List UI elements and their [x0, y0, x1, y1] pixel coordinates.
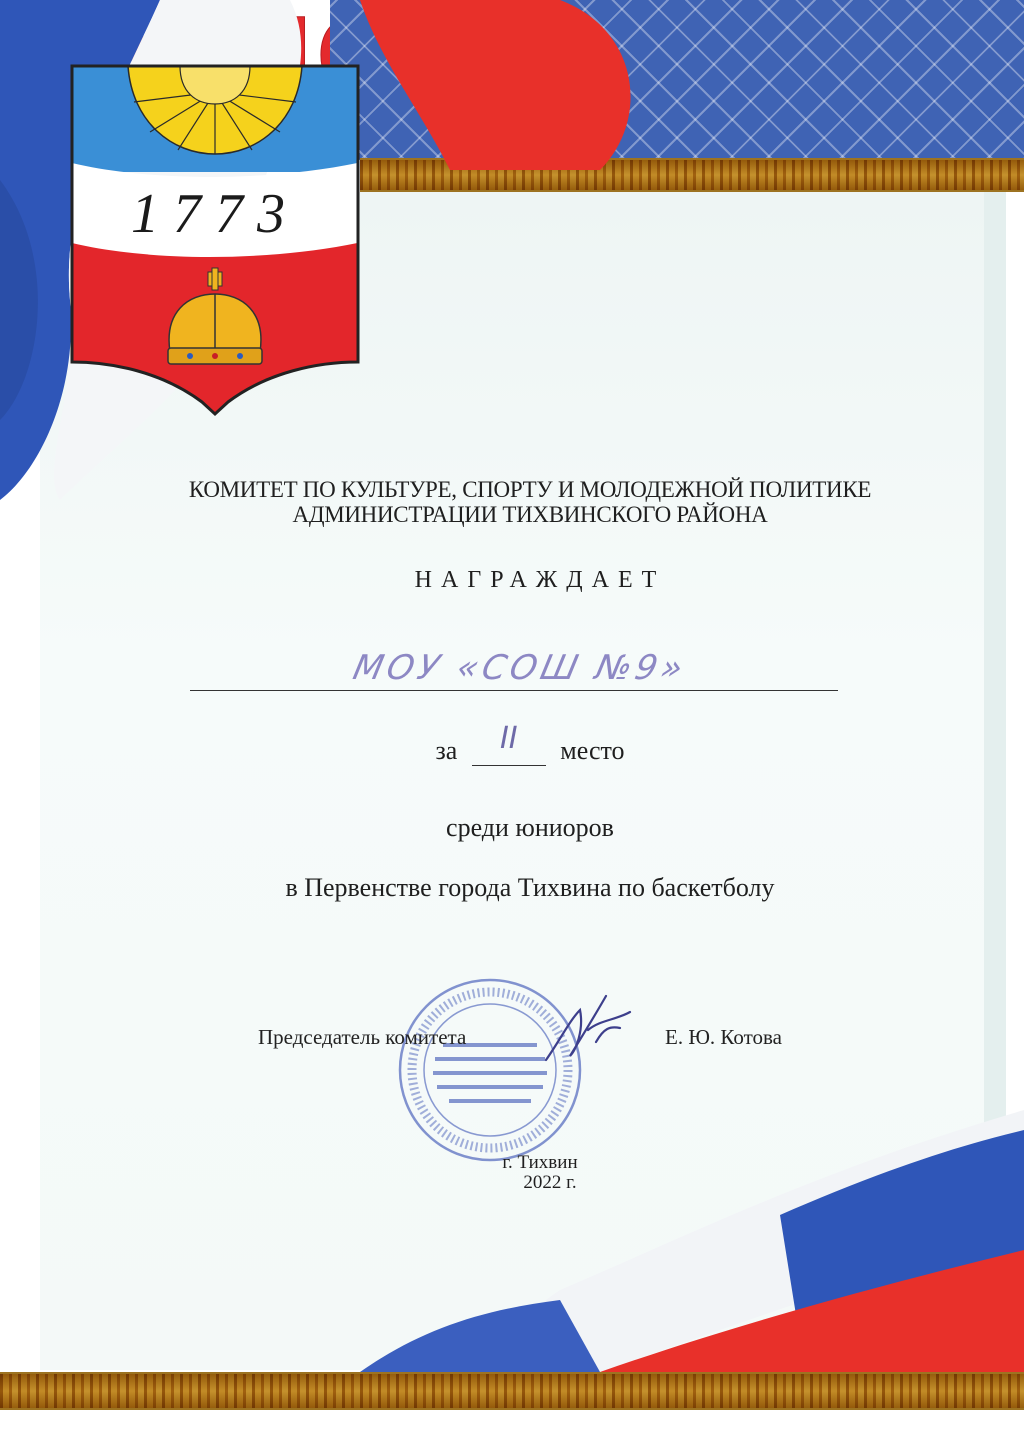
place-row [330, 721, 730, 766]
place-blank [472, 721, 546, 766]
organization-line-1: КОМИТЕТ ПО КУЛЬТУРЕ, СПОРТУ И МОЛОДЕЖНОЙ ПОЛИТИКЕ [188, 477, 872, 502]
city-line: г. Тихвин [502, 1152, 578, 1173]
category-line: среди юниоров [446, 813, 614, 842]
recipient-line [190, 690, 838, 691]
awards-heading: НАГРАЖДАЕТ [414, 567, 666, 593]
recipient-handwritten: МОУ «СОШ №9» [349, 648, 691, 688]
signature-icon [540, 990, 640, 1070]
flag-stripe-blue-left [360, 1300, 600, 1372]
signatory-name: Е. Ю. Котова [665, 1025, 782, 1049]
coat-year: 1773 [131, 183, 299, 245]
organization-line-2: АДМИНИСТРАЦИИ ТИХВИНСКОГО РАЙОНА [292, 502, 768, 527]
coat-of-arms [68, 62, 362, 418]
stamp-inner-lines [433, 1045, 547, 1101]
year-line: 2022 г. [523, 1172, 577, 1193]
gold-ornament-band-bottom [0, 1372, 1024, 1410]
place-value-handwritten: II [499, 721, 518, 756]
place-suffix: место [560, 736, 625, 765]
place-prefix: за [435, 736, 458, 765]
event-line: в Первенстве города Тихвина по баскетболу [285, 873, 775, 902]
signatory-title: Председатель комитета [258, 1025, 467, 1049]
